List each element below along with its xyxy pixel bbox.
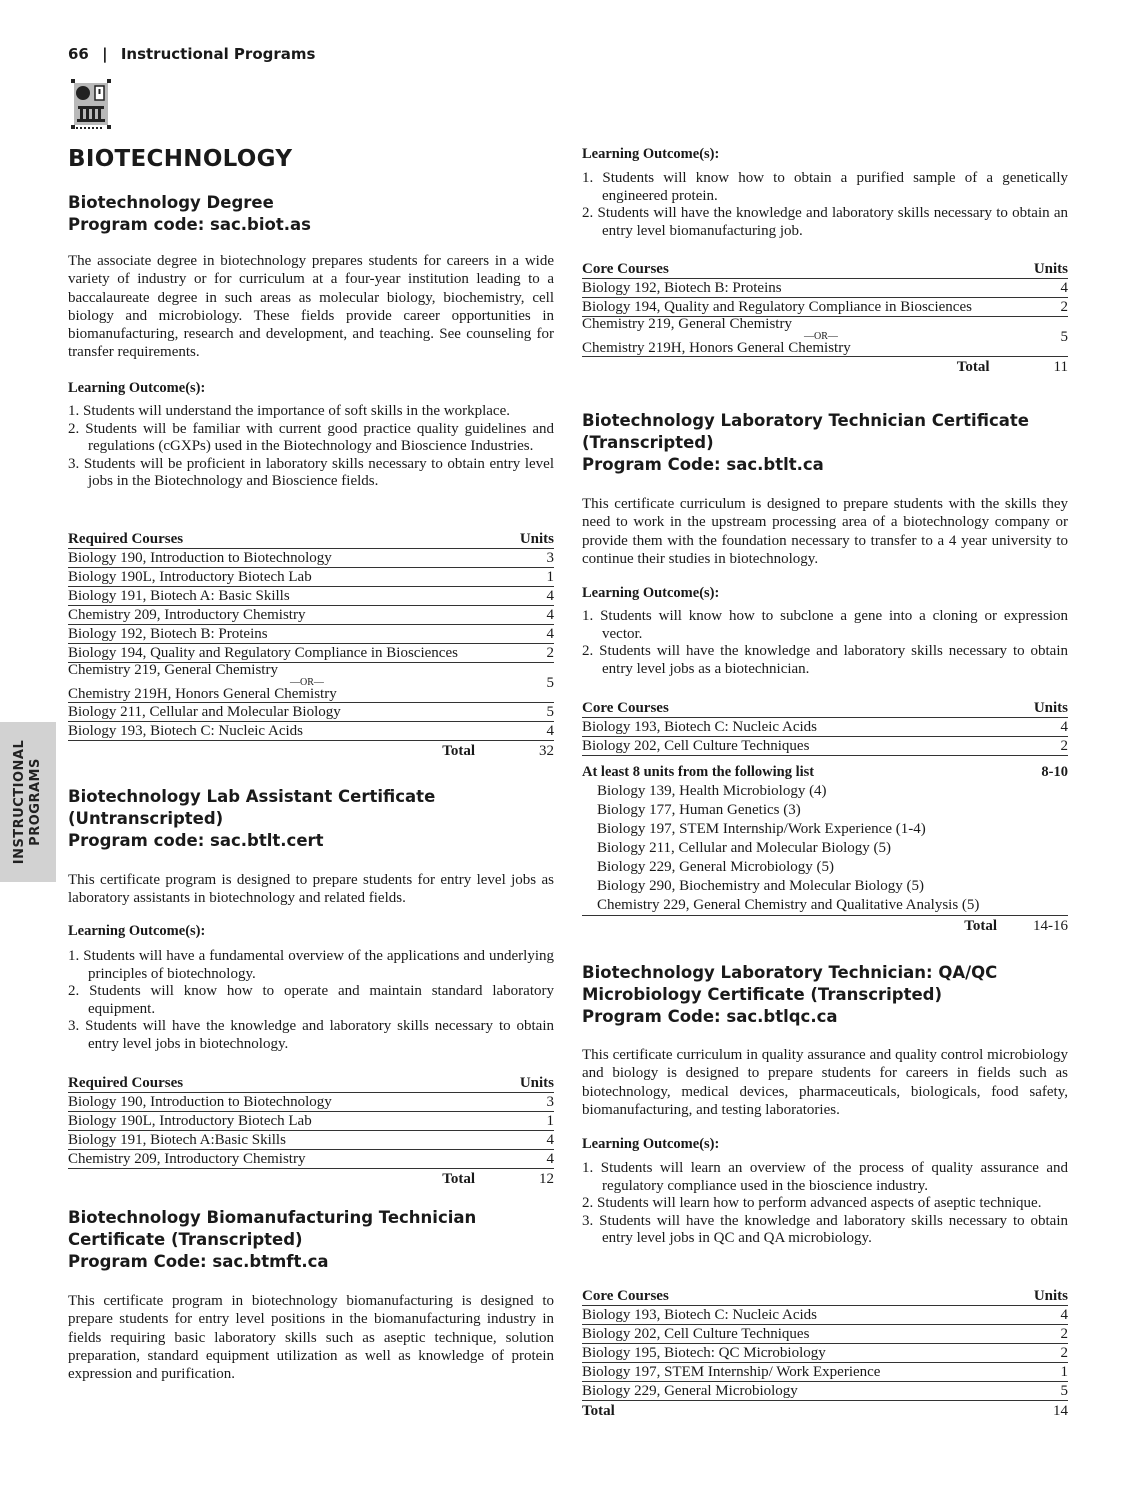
course-name: Biology 192, Biotech B: Proteins <box>68 626 268 642</box>
table-header <box>68 1074 554 1093</box>
course-name: Chemistry 219, General Chemistry <box>582 316 792 332</box>
course-units: 4 <box>1060 719 1068 735</box>
course-name: Biology 191, Biotech A:Basic Skills <box>68 1132 286 1148</box>
page-number: 66 <box>68 45 89 63</box>
elective-list-title: At least 8 units from the following list <box>582 764 815 780</box>
qaqc-heading <box>582 962 1068 1028</box>
page-title: BIOTECHNOLOGY <box>68 146 293 172</box>
course-name: Biology 190, Introduction to Biotechnology <box>68 1094 332 1110</box>
table-total <box>68 741 554 761</box>
biomanufacturing-description: This certificate program in biotechnology biomanufacturing is designed to prepare students for entry level positions in the biomanufacturing industry in fields requiring basic laboratory skills such as aseptic technique, solution preparation, standard equipment utilization as well as knowledge of protein expression and purification. <box>68 1293 554 1383</box>
table-row <box>68 568 554 587</box>
course-name: Biology 193, Biotech C: Nucleic Acids <box>68 723 303 739</box>
list-item: Biology 177, Human Genetics (3) <box>597 802 801 818</box>
biomanufacturing-code: Program Code: sac.btmft.ca <box>68 1252 329 1271</box>
course-units: 2 <box>1060 738 1068 754</box>
course-units: 4 <box>546 723 554 739</box>
course-units: 4 <box>546 588 554 604</box>
side-tab-line2: PROGRAMS <box>28 758 43 846</box>
course-name: Biology 192, Biotech B: Proteins <box>582 280 782 296</box>
total-value: 11 <box>1053 359 1068 375</box>
course-name: Biology 193, Biotech C: Nucleic Acids <box>582 719 817 735</box>
table-row <box>68 722 554 741</box>
course-name: Biology 211, Cellular and Molecular Biology <box>68 704 341 720</box>
table-header-course: Core Courses <box>582 261 669 277</box>
side-tab-line1: INSTRUCTIONAL <box>12 739 27 865</box>
course-units: 4 <box>546 626 554 642</box>
lab-technician-code: Program Code: sac.btlt.ca <box>582 455 824 474</box>
course-units: 5 <box>1060 1383 1068 1399</box>
table-total <box>582 1401 1068 1421</box>
lab-assistant-outcomes <box>68 948 554 1053</box>
table-row <box>68 587 554 606</box>
course-name: Biology 195, Biotech: QC Microbiology <box>582 1345 826 1361</box>
table-total <box>68 1169 554 1189</box>
list-item: Biology 197, STEM Internship/Work Experience (1-4) <box>597 821 926 837</box>
list-item: Biology 290, Biochemistry and Molecular Biology (5) <box>597 878 925 894</box>
table-header <box>68 530 554 549</box>
course-name: Biology 193, Biotech C: Nucleic Acids <box>582 1307 817 1323</box>
outcome-item: 3. Students will have the knowledge and laboratory skills necessary to obtain entry level jobs in QC and QA microbiology. <box>582 1212 1068 1246</box>
course-name: Biology 194, Quality and Regulatory Compliance in Biosciences <box>68 645 458 661</box>
degree-heading <box>68 192 554 236</box>
course-name: Biology 190L, Introductory Biotech Lab <box>68 1113 312 1129</box>
total-value: 32 <box>539 743 554 759</box>
lab-technician-subtitle: (Transcripted) <box>582 433 714 452</box>
table-header <box>582 1287 1068 1306</box>
course-units: 2 <box>1060 1345 1068 1361</box>
table-header-units: Units <box>1033 261 1068 277</box>
course-name: Chemistry 219, General Chemistry <box>68 662 278 678</box>
course-units: 1 <box>1060 1364 1068 1380</box>
course-name: Chemistry 219H, Honors General Chemistry <box>582 340 851 356</box>
total-label: Total <box>956 359 990 375</box>
total-label: Total <box>964 918 997 934</box>
course-name: Biology 229, General Microbiology <box>582 1383 798 1399</box>
lab-assistant-title: Biotechnology Lab Assistant Certificate <box>68 787 436 806</box>
table-header <box>582 260 1068 279</box>
lab-technician-description: This certificate curriculum is designed to prepare students with the skills they need to work in the upstream processing area of a biotechnology company or provide them with the foundation necessary to transfer to a 4 year university to continue their studies in biotechnology. <box>582 496 1068 567</box>
table-header <box>582 699 1068 718</box>
table-total <box>582 357 1068 377</box>
table-row <box>68 1131 554 1150</box>
degree-lo-title: Learning Outcome(s): <box>68 380 206 396</box>
total-label: Total <box>442 1171 475 1187</box>
list-item: Biology 229, General Microbiology (5) <box>597 859 835 875</box>
total-label: Total <box>582 1403 615 1419</box>
section-title: Instructional Programs <box>120 45 316 63</box>
outcome-item: 1. Students will have a fundamental overview of the applications and underlying principles of biotechnology. <box>68 948 554 982</box>
list-item: Biology 139, Health Microbiology (4) <box>597 783 827 799</box>
table-header-units: Units <box>519 531 554 547</box>
course-units: 2 <box>1060 299 1068 315</box>
table-header-course: Required Courses <box>68 531 184 547</box>
lab-technician-outcomes <box>582 608 1068 678</box>
table-row <box>582 1382 1068 1401</box>
lab-assistant-code: Program code: sac.btlt.cert <box>68 831 324 850</box>
list-item: Biology 211, Cellular and Molecular Biology (5) <box>597 840 891 856</box>
course-units: 3 <box>546 1094 554 1110</box>
degree-title: Biotechnology Degree <box>68 193 274 212</box>
table-row <box>582 1306 1068 1325</box>
outcome-item: 3. Students will be proficient in laboratory skills necessary to obtain entry level jobs in the Biotechnology and Bioscience fields. <box>68 455 554 489</box>
total-value: 14 <box>1053 1403 1068 1419</box>
course-name: Biology 202, Cell Culture Techniques <box>582 1326 810 1342</box>
table-header-units: Units <box>1033 700 1068 716</box>
course-units: 2 <box>546 645 554 661</box>
course-units: 1 <box>546 569 554 585</box>
table-header-units: Units <box>519 1075 554 1091</box>
outcome-item: 1. Students will learn an overview of the process of quality assurance and regulatory compliance used in the bioscience industry. <box>582 1160 1068 1194</box>
table-row <box>68 625 554 644</box>
course-name: Biology 191, Biotech A: Basic Skills <box>68 588 290 604</box>
lab-technician-heading <box>582 410 1068 476</box>
table-header-course: Core Courses <box>582 1288 669 1304</box>
table-total <box>582 916 1068 936</box>
table-row <box>68 606 554 625</box>
course-units: 4 <box>1060 280 1068 296</box>
list-item: Chemistry 229, General Chemistry and Qualitative Analysis (5) <box>582 896 1068 916</box>
qaqc-lo-title: Learning Outcome(s): <box>582 1136 720 1152</box>
total-label: Total <box>442 743 475 759</box>
header-separator: | <box>102 45 108 63</box>
course-name: Biology 197, STEM Internship/ Work Experience <box>582 1364 881 1380</box>
table-row <box>582 1363 1068 1382</box>
table-row <box>582 737 1068 756</box>
outcome-item: 2. Students will learn how to perform advanced aspects of aseptic technique. <box>582 1195 1042 1211</box>
qaqc-code: Program Code: sac.btlqc.ca <box>582 1007 838 1026</box>
table-row <box>582 718 1068 737</box>
table-header-course: Required Courses <box>68 1075 184 1091</box>
course-name: Biology 194, Quality and Regulatory Compliance in Biosciences <box>582 299 972 315</box>
qaqc-description: This certificate curriculum in quality assurance and quality control microbiology and biology is designed to prepare students for careers in fields such as biotechnology, medical devices, pharmaceuticals, biologicals, food safety, biomanufacturing, and testing laboratories. <box>582 1047 1068 1118</box>
degree-courses-table <box>68 530 554 761</box>
lab-technician-title: Biotechnology Laboratory Technician Certificate <box>582 411 1029 430</box>
outcome-item: 1. Students will understand the importance of soft skills in the workplace. <box>68 403 511 419</box>
table-row <box>68 1093 554 1112</box>
table-row <box>68 1112 554 1131</box>
outcome-item: 2. Students will have the knowledge and laboratory skills necessary to obtain entry level jobs as a biotechnician. <box>582 643 1068 677</box>
course-units: 5 <box>546 704 554 720</box>
biomanufacturing-heading <box>68 1207 554 1273</box>
outcome-item: 1. Students will know how to subclone a gene into a cloning or expression vector. <box>582 608 1068 642</box>
course-units: 4 <box>546 1132 554 1148</box>
course-units: 4 <box>1060 1307 1068 1323</box>
biomanufacturing-outcomes <box>582 170 1068 240</box>
qaqc-outcomes <box>582 1160 1068 1248</box>
table-row <box>68 1150 554 1169</box>
elective-list-header <box>582 763 1068 782</box>
or-separator: —OR— <box>804 331 838 342</box>
course-units: 3 <box>546 550 554 566</box>
table-row <box>582 1325 1068 1344</box>
outcome-item: 2. Students will know how to operate and maintain standard laboratory equipment. <box>68 983 554 1017</box>
table-row <box>582 1344 1068 1363</box>
degree-outcomes <box>68 403 554 491</box>
degree-code: Program code: sac.biot.as <box>68 215 311 234</box>
lab-assistant-courses-table <box>68 1074 554 1189</box>
outcome-item: 2. Students will have the knowledge and laboratory skills necessary to obtain an entry level biomanufacturing job. <box>582 205 1068 239</box>
course-name: Chemistry 209, Introductory Chemistry <box>68 607 306 623</box>
course-units: 2 <box>1060 1326 1068 1342</box>
table-row-or <box>68 663 554 703</box>
course-units: 4 <box>546 607 554 623</box>
biomanufacturing-subtitle: Certificate (Transcripted) <box>68 1230 303 1249</box>
lab-assistant-description: This certificate program is designed to prepare students for entry level jobs as laboratory assistants in biotechnology and related fields. <box>68 872 554 907</box>
lab-assistant-heading <box>68 786 554 852</box>
degree-description: The associate degree in biotechnology prepares students for careers in a wide variety of industry or for curriculum at a four-year institution leading to a baccalaureate degree in such areas as molecular biology, biochemistry, cell biology and microbiology. These fields provide career opportunities in biomanufacturing, research and development, and teaching. See counseling for transfer requirements. <box>68 253 554 361</box>
course-name: Biology 202, Cell Culture Techniques <box>582 738 810 754</box>
table-header-units: Units <box>1033 1288 1068 1304</box>
total-value: 14-16 <box>1033 918 1068 934</box>
qaqc-courses-table <box>582 1287 1068 1421</box>
course-name: Biology 190, Introduction to Biotechnology <box>68 550 332 566</box>
course-units: 4 <box>546 1151 554 1167</box>
or-separator: —OR— <box>290 677 324 688</box>
outcome-item: 2. Students will be familiar with current good practice quality guidelines and regulations (cGXPs) used in the Biotechnology and Bioscience Industries. <box>68 420 554 454</box>
course-units: 1 <box>546 1113 554 1129</box>
biomanufacturing-title: Biotechnology Biomanufacturing Technician <box>68 1208 477 1227</box>
qaqc-title: Biotechnology Laboratory Technician: QA/QC <box>582 963 998 982</box>
qaqc-subtitle: Microbiology Certificate (Transcripted) <box>582 985 943 1004</box>
total-value: 12 <box>539 1171 554 1187</box>
elective-list-units: 8-10 <box>1041 764 1068 780</box>
lab-assistant-subtitle: (Untranscripted) <box>68 809 224 828</box>
table-row-or <box>582 317 1068 357</box>
course-name: Chemistry 219H, Honors General Chemistry <box>68 686 337 702</box>
table-row <box>582 279 1068 298</box>
lab-assistant-lo-title: Learning Outcome(s): <box>68 923 206 939</box>
table-row <box>68 644 554 663</box>
course-name: Chemistry 209, Introductory Chemistry <box>68 1151 306 1167</box>
lab-technician-lo-title: Learning Outcome(s): <box>582 585 720 601</box>
table-row <box>582 298 1068 317</box>
course-units: 5 <box>1060 328 1068 345</box>
table-row <box>68 703 554 722</box>
outcome-item: 1. Students will know how to obtain a purified sample of a genetically engineered protein. <box>582 170 1068 204</box>
table-row <box>68 549 554 568</box>
side-tab <box>0 722 56 882</box>
outcome-item: 3. Students will have the knowledge and laboratory skills necessary to obtain entry level jobs in biotechnology. <box>68 1018 554 1052</box>
lab-technician-courses-table <box>582 699 1068 936</box>
course-name: Biology 190L, Introductory Biotech Lab <box>68 569 312 585</box>
page-header <box>68 45 315 63</box>
biomanufacturing-lo-title: Learning Outcome(s): <box>582 146 720 162</box>
biomanufacturing-courses-table <box>582 260 1068 377</box>
course-units: 5 <box>546 674 554 691</box>
table-header-course: Core Courses <box>582 700 669 716</box>
building-icon <box>70 78 112 130</box>
